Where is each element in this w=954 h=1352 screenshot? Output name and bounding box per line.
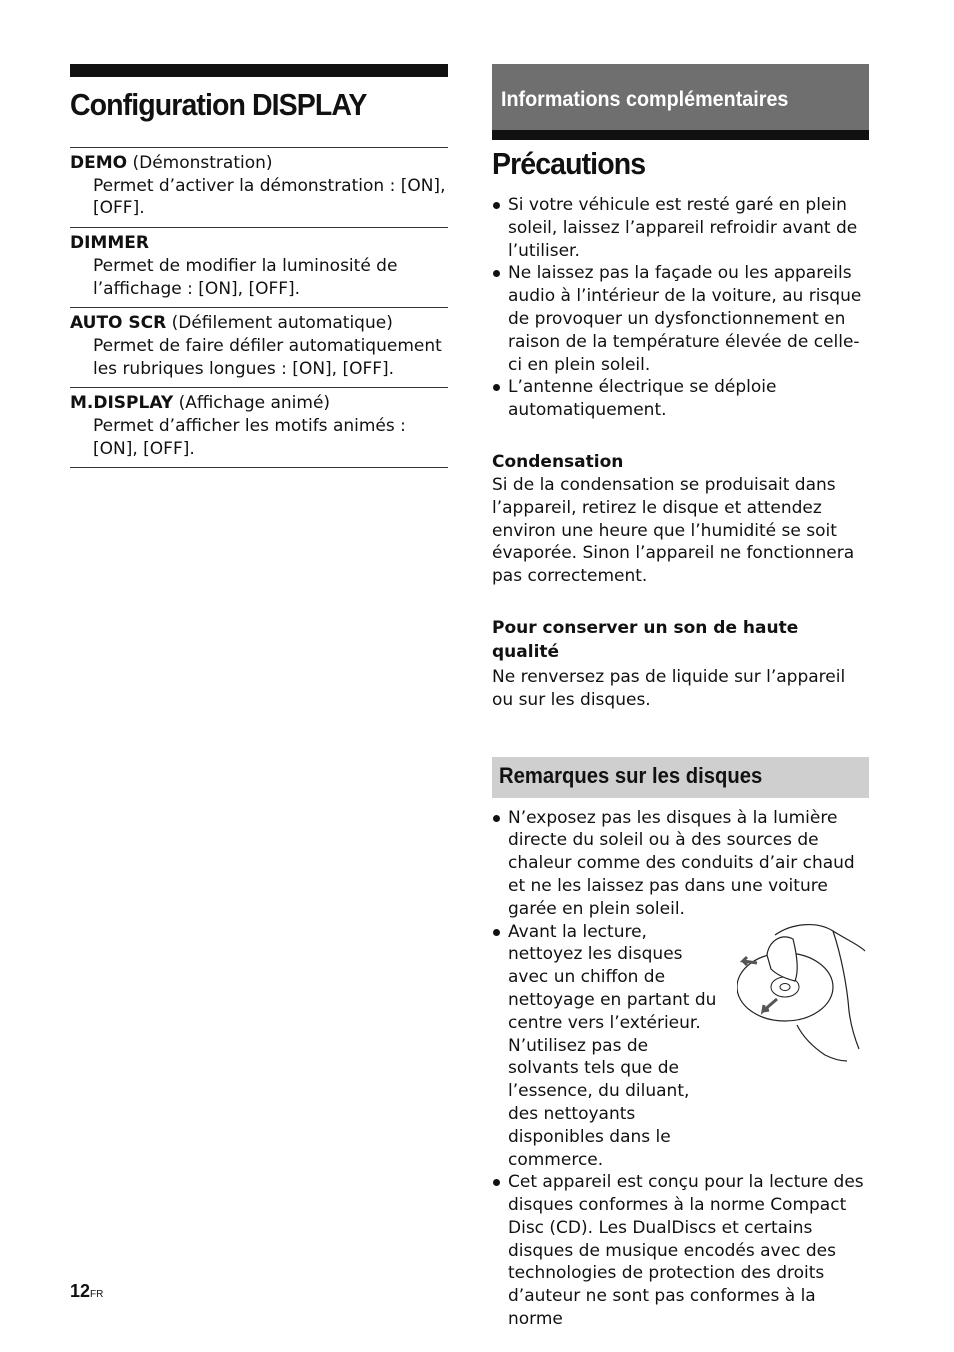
setting-dimmer	[70, 228, 448, 308]
quality-heading: Pour conserver un son de haute qualité	[492, 617, 799, 662]
setting-sublabel: (Démonstration)	[127, 153, 273, 173]
setting-label: DEMO	[70, 153, 128, 173]
list-item: N’exposez pas les disques à la lumière directe du soleil ou à des sources de chaleur comme des conduits d’air chaud et ne les laissez pas dans une voiture garée en plein soleil.	[492, 807, 869, 921]
precautions-list	[492, 194, 869, 422]
list-item: L’antenne électrique se déploie automatiquement.	[492, 376, 869, 422]
condensation-text: Si de la condensation se produisait dans l’appareil, retirez le disque et attendez environ une heure que l’humidité se soit évaporée. Sinon l’appareil ne fonctionnera pas correctement.	[492, 474, 855, 587]
list-item: Si votre véhicule est resté garé en plein soleil, laissez l’appareil refroidir avant de l’utiliser.	[492, 194, 869, 262]
left-column	[70, 64, 448, 468]
chapter-banner-title: Informations complémentaires	[501, 88, 789, 111]
list-item: Ne laissez pas la façade ou les appareils audio à l’intérieur de la voiture, au risque de provoquer un dysfonctionnement en raison de la température élevée de celle-ci en plein soleil.	[492, 262, 869, 376]
display-settings-list	[70, 147, 448, 468]
quality-text: Ne renversez pas de liquide sur l’appareil ou sur les disques.	[492, 666, 846, 710]
setting-label: DIMMER	[70, 233, 149, 254]
setting-sublabel: (Affichage animé)	[173, 393, 331, 414]
setting-auto-scr	[70, 308, 448, 388]
setting-demo	[70, 148, 448, 228]
disc-cleaning-hand-icon	[737, 915, 867, 1063]
section-title: Configuration DISPLAY	[70, 87, 367, 122]
heading-rule	[70, 64, 448, 77]
setting-description: Permet d’afficher les motifs animés : [ON], [OFF].	[93, 416, 406, 459]
setting-label: M.DISPLAY	[70, 393, 174, 414]
list-item: Cet appareil est conçu pour la lecture des disques conformes à la norme Compact Disc (CD). Les DualDiscs et certains disques de musique encodés avec des technologies de protection des droits d’auteur ne sont pas conformes à la norme	[492, 1171, 869, 1331]
condensation-heading: Condensation	[492, 451, 624, 472]
discs-section-heading	[492, 757, 869, 798]
banner-rule	[492, 130, 869, 140]
list-item	[492, 921, 869, 1172]
setting-description: Permet de faire défiler automatiquement les rubriques longues : [ON], [OFF].	[93, 335, 442, 379]
page-number	[70, 1281, 103, 1302]
setting-description: Permet d’activer la démonstration : [ON], [OFF].	[93, 175, 446, 219]
list-item-text: Avant la lecture, nettoyez les disques avec un chiffon de nettoyage en partant du centre vers l’extérieur. N’utilisez pas de solvants tels que de l’essence, du diluant, des nettoyants disponibles dans le commerce.	[508, 921, 717, 1170]
discs-list	[492, 807, 869, 1331]
precautions-title: Précautions	[492, 146, 646, 181]
setting-m-display	[70, 388, 448, 468]
right-column	[492, 64, 869, 1331]
setting-description: Permet de modifier la luminosité de l’affichage : [ON], [OFF].	[93, 255, 398, 299]
chapter-banner	[492, 64, 869, 130]
page-number-value: 12	[70, 1281, 91, 1301]
setting-label: AUTO SCR	[70, 313, 167, 334]
page-language: FR	[90, 1289, 104, 1300]
discs-section-title: Remarques sur les disques	[499, 762, 763, 788]
setting-sublabel: (Défilement automatique)	[166, 313, 393, 334]
